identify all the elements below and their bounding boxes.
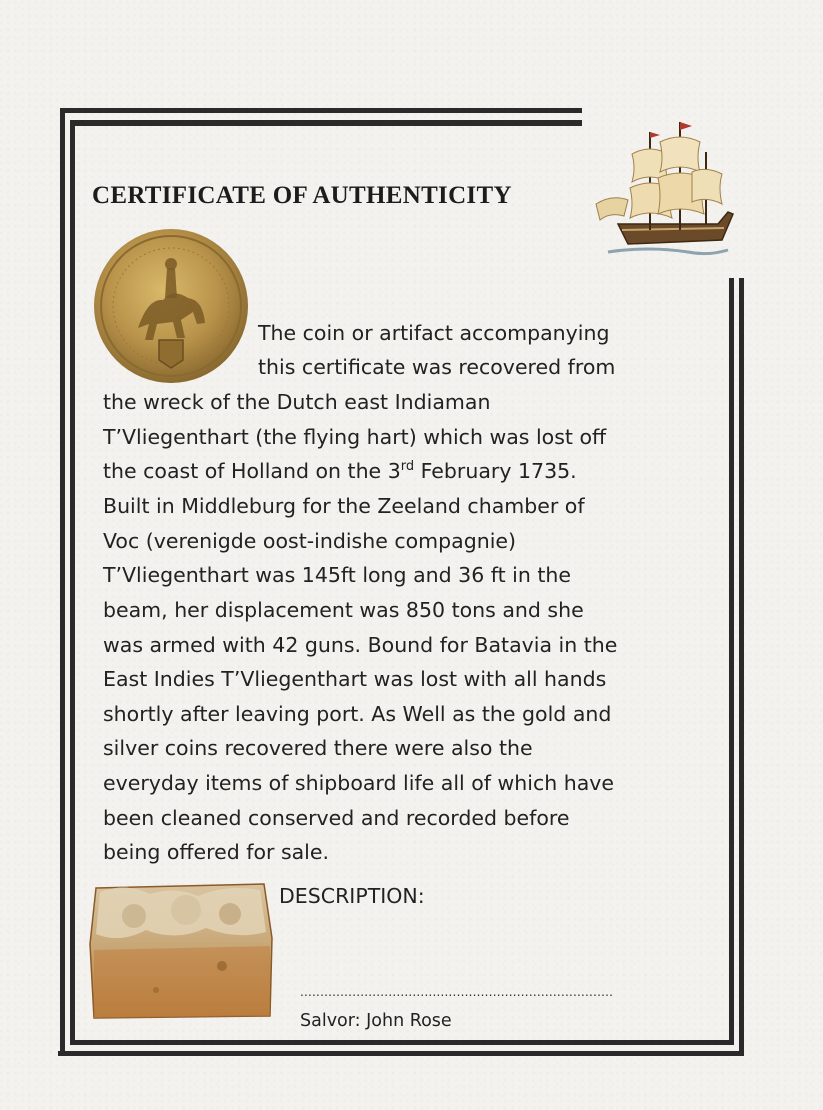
gold-coin-icon: [93, 228, 249, 384]
body-line-3: the wreck of the Dutch east Indiaman: [103, 390, 491, 414]
sailing-ship-icon: [588, 112, 738, 272]
body-line-9: beam, her displacement was 850 tons and she: [103, 598, 584, 622]
body-line-12: shortly after leaving port. As Well as the gold and: [103, 702, 612, 726]
signature-line: ..............................................................................: [300, 985, 614, 999]
body-line-8: T’Vliegenthart was 145ft long and 36 ft in the: [103, 563, 572, 587]
certificate-title: CERTIFICATE OF AUTHENTICITY: [92, 182, 512, 209]
description-label: DESCRIPTION:: [279, 884, 425, 908]
artifact-fragment-icon: [86, 880, 276, 1022]
ordinal-suffix: rd: [400, 459, 415, 474]
body-line-5: the coast of Holland on the 3rd February 1735.: [103, 459, 577, 483]
body-line-13: silver coins recovered there were also the: [103, 736, 533, 760]
body-line-10: was armed with 42 guns. Bound for Batavia in the: [103, 633, 618, 657]
body-line-11: East Indies T’Vliegenthart was lost with all hands: [103, 667, 607, 691]
body-line-15: been cleaned conserved and recorded before: [103, 806, 570, 830]
body-line-16: being offered for sale.: [103, 840, 330, 864]
body-line-6: Built in Middleburg for the Zeeland chamber of: [103, 494, 585, 518]
body-line-4: T’Vliegenthart (the flying hart) which was lost off: [103, 425, 607, 449]
salvor-name: Salvor: John Rose: [300, 1011, 452, 1031]
body-line-2: this certificate was recovered from: [258, 355, 616, 379]
body-line-7: Voc (verenigde oost-indishe compagnie): [103, 529, 517, 553]
body-line-14: everyday items of shipboard life all of which have: [103, 771, 615, 795]
body-line-1: The coin or artifact accompanying: [258, 321, 610, 345]
